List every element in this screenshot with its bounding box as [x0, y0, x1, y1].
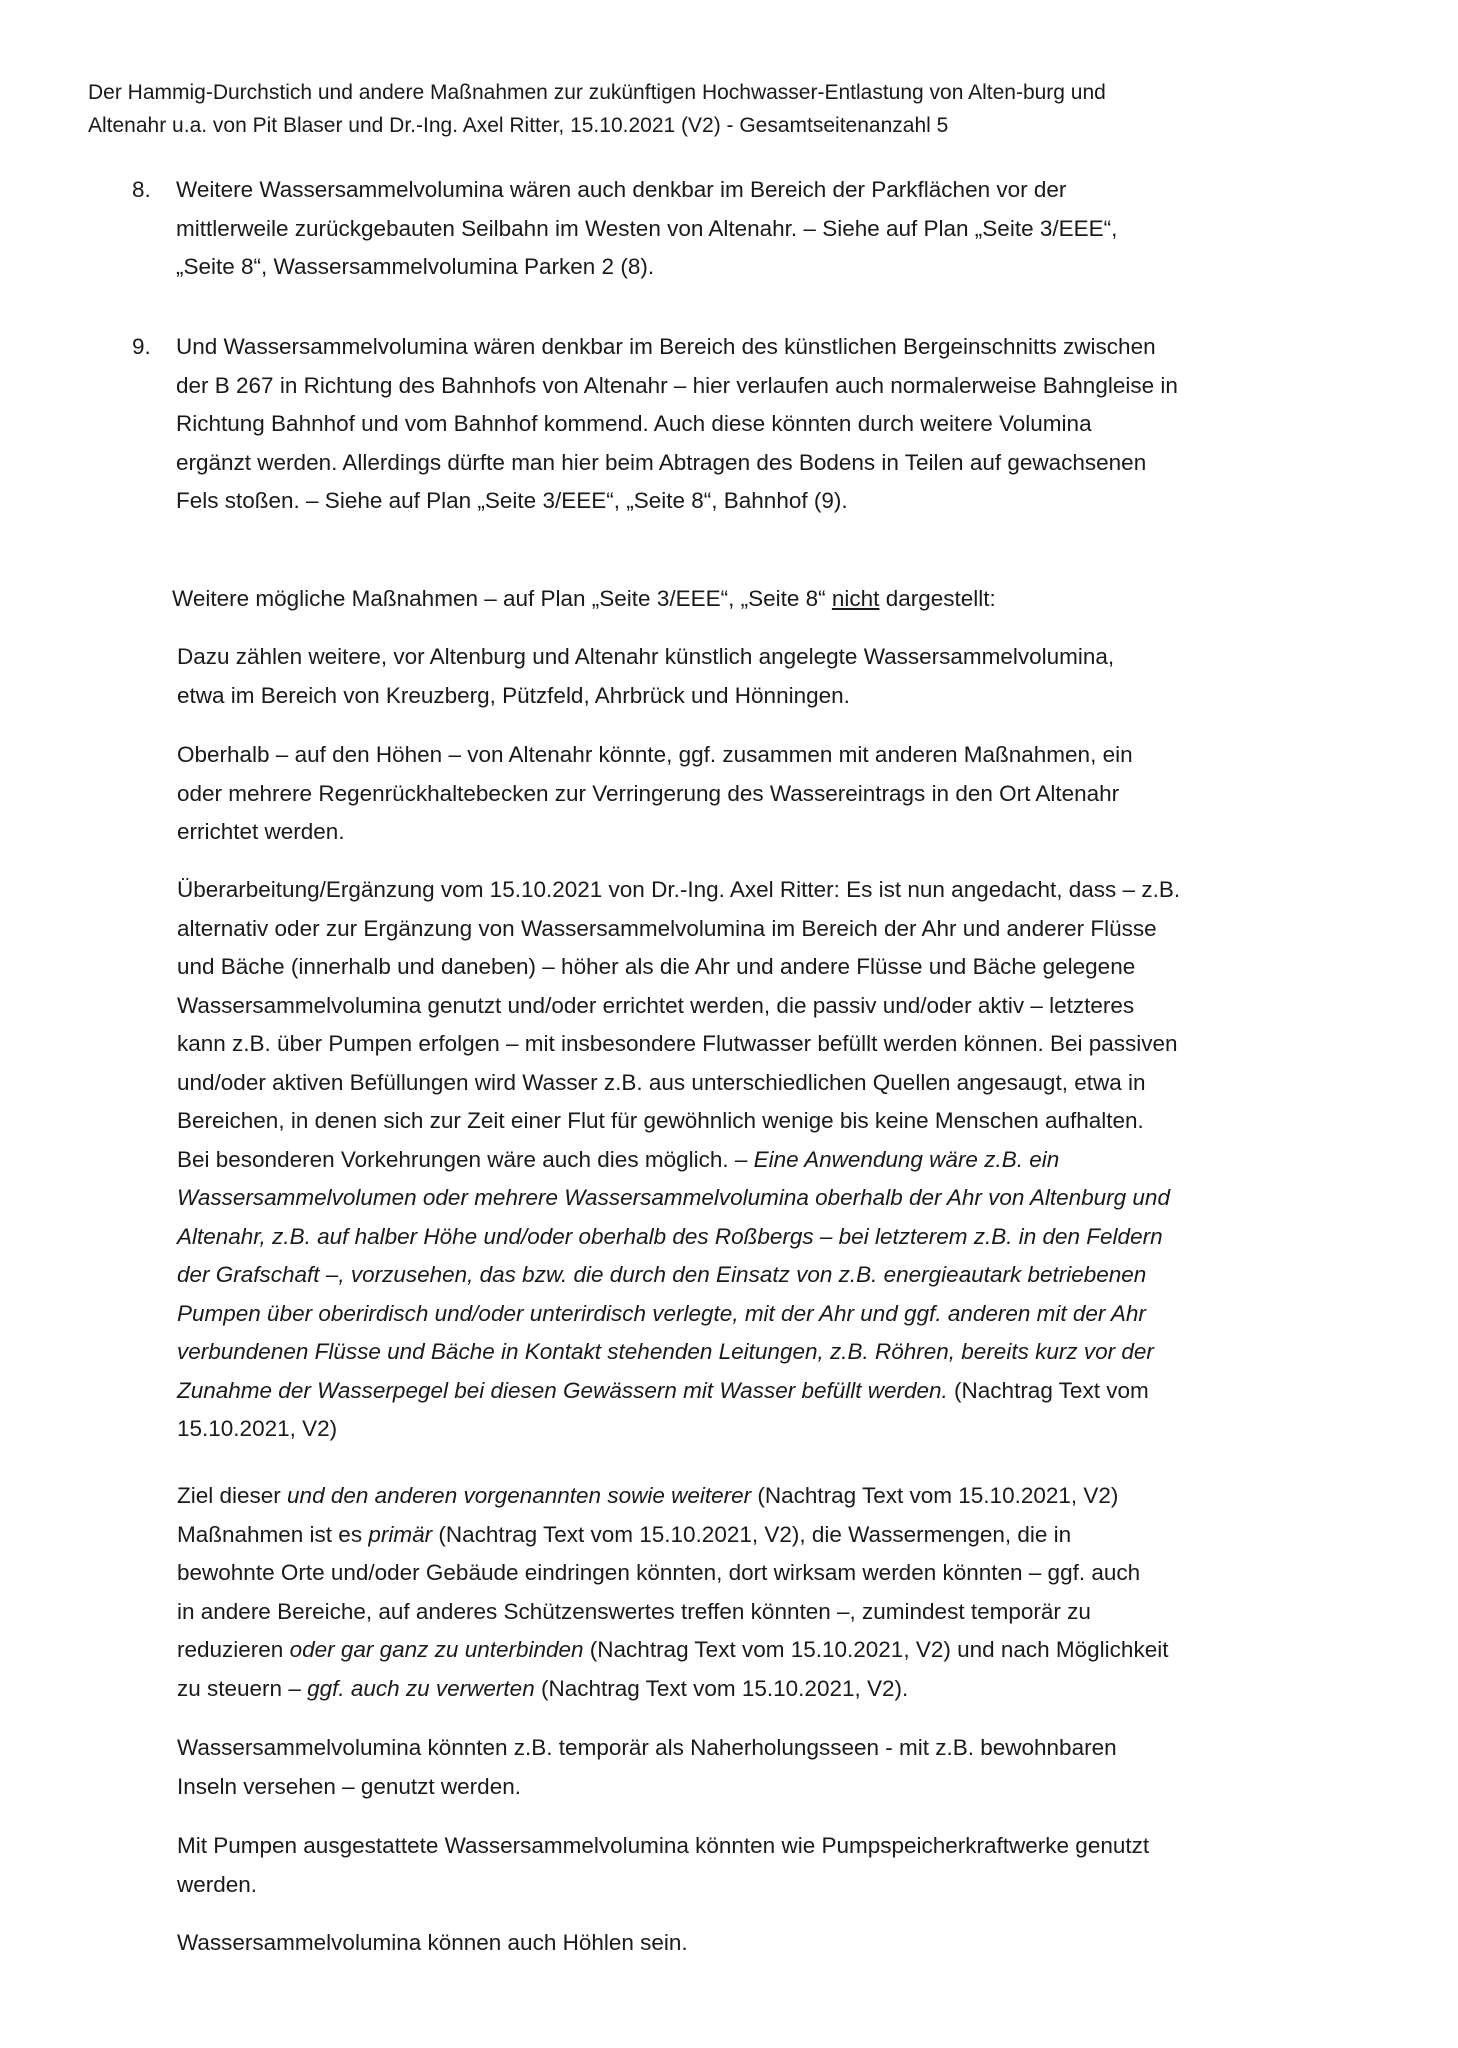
- text-line: bewohnte Orte und/oder Gebäude eindringen könnten, dort wirksam werden könnten – ggf. auch: [177, 1560, 1141, 1585]
- italic-line: Altenahr, z.B. auf halber Höhe und/oder oberhalb des Roßbergs – bei letzterem z.B. in den Feldern: [177, 1223, 1163, 1249]
- italic-line: Pumpen über oberirdisch und/oder unterirdisch verlegte, mit der Ahr und ggf. anderen mit der Ahr: [177, 1300, 1146, 1326]
- text-segment: zu steuern –: [177, 1675, 308, 1701]
- text-segment: Maßnahmen ist es: [177, 1521, 369, 1547]
- paragraph-3: [177, 871, 1397, 1449]
- paragraph-7: [177, 1924, 1397, 1963]
- text-segment: reduzieren: [177, 1637, 290, 1662]
- paragraph-5: [177, 1729, 1397, 1806]
- header-line: Altenahr u.a. von Pit Blaser und Dr.-Ing. Axel Ritter, 15.10.2021 (V2) - Gesamtseitenanzahl 5: [88, 114, 949, 137]
- text-line: „Seite 8“, Wassersammelvolumina Parken 2 (8).: [176, 254, 655, 279]
- text-line: Wassersammelvolumina könnten z.B. temporär als Naherholungsseen - mit z.B. bewohnbaren: [177, 1735, 1117, 1760]
- text-line: 15.10.2021, V2): [177, 1416, 338, 1441]
- italic-line: der Grafschaft –, vorzusehen, das bzw. die durch den Einsatz von z.B. energieautark betriebenen: [177, 1262, 1147, 1287]
- text-line: Weitere Wassersammelvolumina wären auch denkbar im Bereich der Parkflächen vor der: [176, 177, 1067, 202]
- text-line: kann z.B. über Pumpen erfolgen – mit insbesondere Flutwasser befüllt werden können. Bei passiven: [177, 1031, 1178, 1056]
- text-line: ergänzt werden. Allerdings dürfte man hier beim Abtragen des Bodens in Teilen auf gewachsenen: [176, 449, 1147, 475]
- text-segment: (Nachtrag Text vom 15.10.2021, V2).: [534, 1675, 909, 1701]
- text-line: der B 267 in Richtung des Bahnhofs von Altenahr – hier verlaufen auch normalerweise Bahngleise in: [176, 372, 1178, 398]
- list-number: 8.: [132, 177, 151, 202]
- text-segment: Bei besonderen Vorkehrungen wäre auch dies möglich. –: [177, 1146, 754, 1172]
- text-segment: (Nachtrag Text vom 15.10.2021, V2): [751, 1483, 1119, 1508]
- text-segment: (Nachtrag Text vom 15.10.2021, V2) und nach Möglichkeit: [583, 1637, 1169, 1662]
- text-line: Bereichen, in denen sich zur Zeit einer Flut für gewöhnlich wenige bis keine Menschen aufhalten.: [177, 1108, 1144, 1133]
- heading-text: dargestellt:: [879, 586, 996, 611]
- italic-segment: Zunahme der Wasserpegel bei diesen Gewässern mit Wasser befüllt werden.: [177, 1377, 948, 1403]
- text-line: Mit Pumpen ausgestattete Wassersammelvolumina könnten wie Pumpspeicherkraftwerke genutzt: [177, 1833, 1150, 1858]
- italic-line: Wassersammelvolumen oder mehrere Wassersammelvolumina oberhalb der Ahr von Altenburg und: [177, 1185, 1170, 1210]
- text-line: Oberhalb – auf den Höhen – von Altenahr könnte, ggf. zusammen mit anderen Maßnahmen, ein: [177, 742, 1133, 767]
- text-line: in andere Bereiche, auf anderes Schützenswertes treffen könnten –, zumindest temporär zu: [177, 1598, 1091, 1624]
- text-segment: (Nachtrag Text vom 15.10.2021, V2), die Wassermengen, die in: [432, 1521, 1072, 1547]
- italic-segment: und den anderen vorgenannten sowie weiterer: [287, 1483, 752, 1508]
- further-measures-heading: [172, 580, 1392, 619]
- text-line: Richtung Bahnhof und vom Bahnhof kommend. Auch diese könnten durch weitere Volumina: [176, 411, 1092, 436]
- list-item-text: [176, 171, 1382, 287]
- paragraph-2: [177, 736, 1397, 852]
- text-segment: (Nachtrag Text vom: [947, 1377, 1149, 1403]
- text-line: werden.: [177, 1871, 258, 1897]
- list-number: 9.: [132, 334, 151, 359]
- text-line: Und Wassersammelvolumina wären denkbar im Bereich des künstlichen Bergeinschnitts zwischen: [176, 334, 1156, 359]
- heading-underlined: nicht: [831, 586, 880, 611]
- text-line: und/oder aktiven Befüllungen wird Wasser z.B. aus unterschiedlichen Quellen angesaugt, etwa in: [177, 1069, 1146, 1095]
- list-item-text: [176, 328, 1382, 521]
- list-item-9: [132, 328, 1382, 521]
- header-line: Der Hammig-Durchstich und andere Maßnahmen zur zukünftigen Hochwasser-Entlastung von Alten-burg und: [88, 81, 1106, 104]
- text-line: Inseln versehen – genutzt werden.: [177, 1773, 521, 1799]
- text-line: etwa im Bereich von Kreuzberg, Pützfeld, Ahrbrück und Hönningen.: [177, 682, 850, 708]
- page-header: [88, 76, 1348, 142]
- italic-line: verbundenen Flüsse und Bäche in Kontakt stehenden Leitungen, z.B. Röhren, bereits kurz vor der: [177, 1339, 1154, 1364]
- text-line: errichtet werden.: [177, 819, 345, 844]
- text-line: Überarbeitung/Ergänzung vom 15.10.2021 von Dr.-Ing. Axel Ritter: Es ist nun angedacht, dass – z.B.: [177, 877, 1181, 902]
- text-line: und Bäche (innerhalb und daneben) – höher als die Ahr und andere Flüsse und Bäche gelegene: [177, 954, 1136, 979]
- text-segment: Ziel dieser: [177, 1483, 288, 1508]
- italic-segment: oder gar ganz zu unterbinden: [289, 1637, 584, 1662]
- paragraph-1: [177, 638, 1397, 715]
- text-line: Wassersammelvolumina genutzt und/oder errichtet werden, die passiv und/oder aktiv – letzteres: [177, 992, 1135, 1018]
- text-line: oder mehrere Regenrückhaltebecken zur Verringerung des Wassereintrags in den Ort Altenahr: [177, 780, 1120, 806]
- paragraph-6: [177, 1827, 1397, 1904]
- text-line: alternativ oder zur Ergänzung von Wassersammelvolumina im Bereich der Ahr und anderer Flüsse: [177, 915, 1157, 941]
- text-line: Fels stoßen. – Siehe auf Plan „Seite 3/EEE“, „Seite 8“, Bahnhof (9).: [176, 488, 848, 513]
- text-line: mittlerweile zurückgebauten Seilbahn im Westen von Altenahr. – Siehe auf Plan „Seite 3/EEE“,: [176, 215, 1118, 241]
- text-line: Wassersammelvolumina können auch Höhlen sein.: [177, 1930, 688, 1955]
- italic-segment: primär: [368, 1521, 433, 1547]
- paragraph-4: [177, 1477, 1397, 1708]
- text-line: Dazu zählen weitere, vor Altenburg und Altenahr künstlich angelegte Wassersammelvolumina,: [177, 644, 1115, 669]
- italic-segment: Eine Anwendung wäre z.B. ein: [753, 1146, 1060, 1172]
- list-item-8: [132, 171, 1382, 287]
- heading-text: Weitere mögliche Maßnahmen – auf Plan „Seite 3/EEE“, „Seite 8“: [172, 586, 832, 611]
- italic-segment: ggf. auch zu verwerten: [307, 1675, 535, 1701]
